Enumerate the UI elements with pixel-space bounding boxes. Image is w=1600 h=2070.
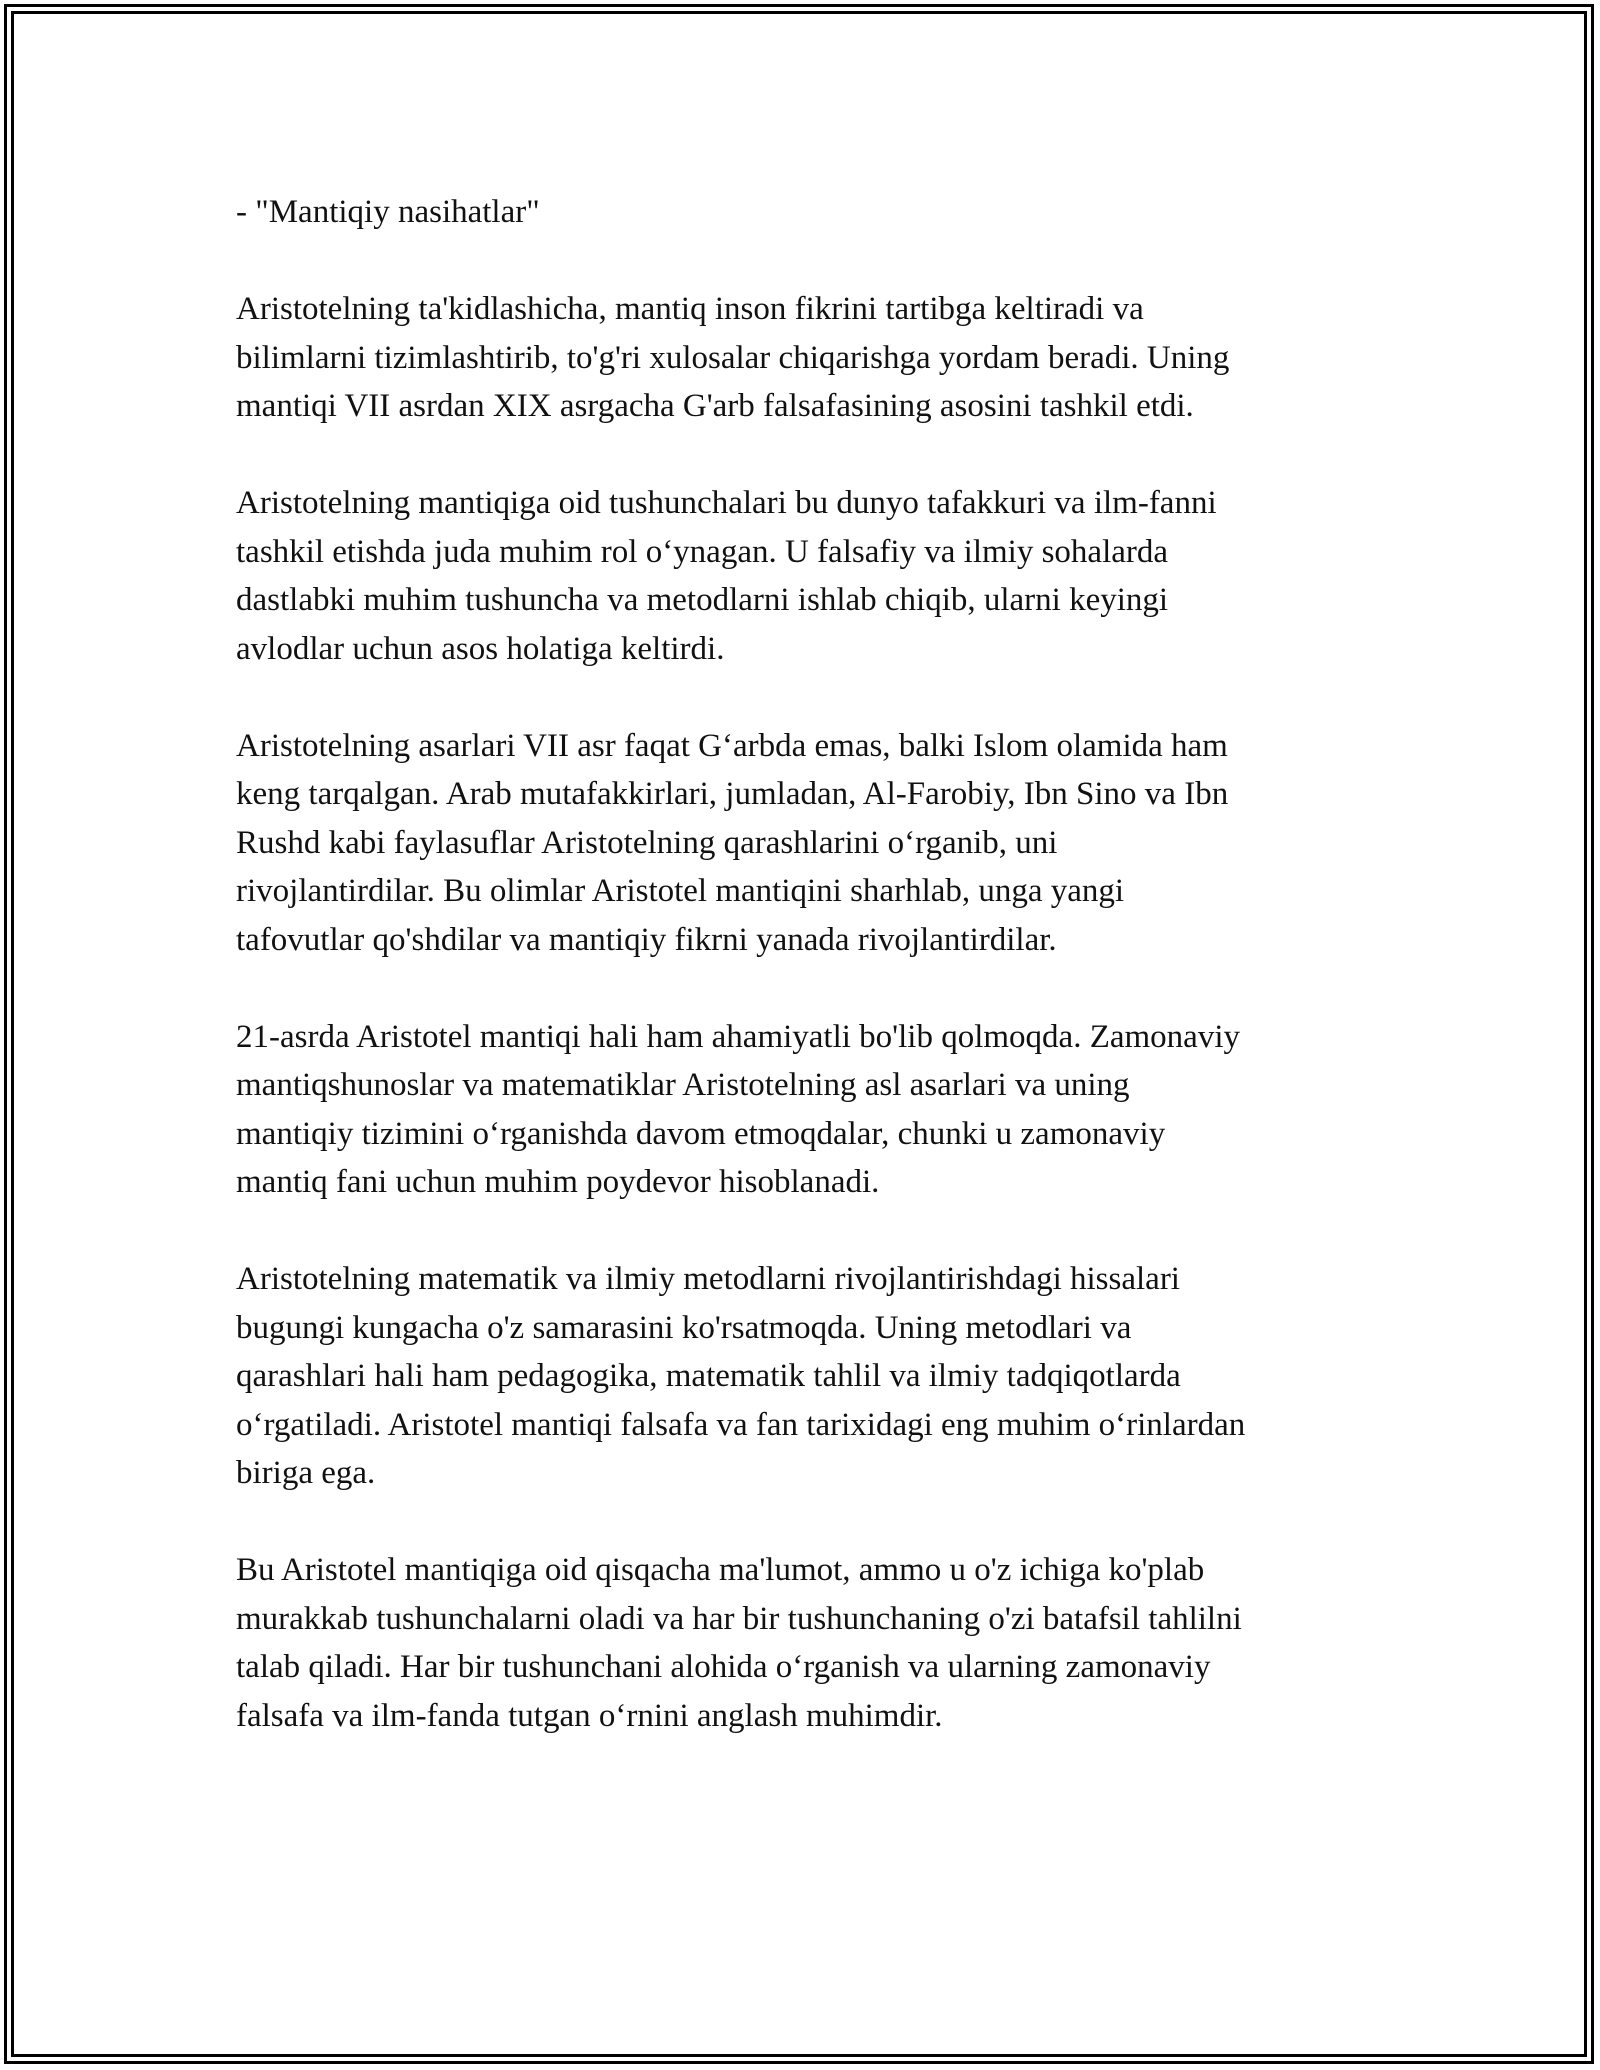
paragraph-line: Rushd kabi faylasuflar Aristotelning qarashlarini o‘rganib, uni bbox=[236, 824, 1058, 861]
document-heading bbox=[236, 188, 1386, 237]
paragraph-line: Aristotelning asarlari VII asr faqat G‘arbda emas, balki Islom olamida ham bbox=[236, 727, 1228, 764]
paragraph-line: o‘rgatiladi. Aristotel mantiqi falsafa va fan tarixidagi eng muhim o‘rinlardan bbox=[236, 1406, 1246, 1443]
paragraph-line: talab qiladi. Har bir tushunchani alohida o‘rganish va ularning zamonaviy bbox=[236, 1649, 1211, 1685]
paragraph-2 bbox=[236, 479, 1386, 673]
paragraph-line: rivojlantirdilar. Bu olimlar Aristotel mantiqini sharhlab, unga yangi bbox=[236, 873, 1125, 909]
paragraph-5 bbox=[236, 1255, 1386, 1498]
paragraph-3 bbox=[236, 722, 1386, 965]
paragraph-line: biriga ega. bbox=[236, 1455, 376, 1491]
paragraph-line: mantiqiy tizimini o‘rganishda davom etmoqdalar, chunki u zamonaviy bbox=[236, 1115, 1166, 1152]
heading-line: - "Mantiqiy nasihatlar" bbox=[236, 194, 540, 230]
paragraph-line: falsafa va ilm-fanda tutgan o‘rnini anglash muhimdir. bbox=[236, 1697, 943, 1734]
paragraph-line: mantiqshunoslar va matematiklar Aristotelning asl asarlari va uning bbox=[236, 1067, 1130, 1103]
paragraph-line: Aristotelning ta'kidlashicha, mantiq inson fikrini tartibga keltiradi va bbox=[236, 291, 1144, 327]
paragraph-line: tashkil etishda juda muhim rol o‘ynagan. U falsafiy va ilmiy sohalarda bbox=[236, 533, 1169, 570]
paragraph-1 bbox=[236, 285, 1386, 431]
paragraph-line: 21-asrda Aristotel mantiqi hali ham ahamiyatli bo'lib qolmoqda. Zamonaviy bbox=[236, 1018, 1240, 1055]
paragraph-line: dastlabki muhim tushuncha va metodlarni ishlab chiqib, ularni keyingi bbox=[236, 582, 1169, 618]
paragraph-line: mantiq fani uchun muhim poydevor hisoblanadi. bbox=[236, 1164, 880, 1200]
document-body bbox=[236, 188, 1386, 1789]
paragraph-line: murakkab tushunchalarni oladi va har bir tushunchaning o'zi batafsil tahlilni bbox=[236, 1600, 1242, 1637]
paragraph-line: mantiqi VII asrdan XIX asrgacha G'arb falsafasining asosini tashkil etdi. bbox=[236, 388, 1194, 424]
paragraph-line: qarashlari hali ham pedagogika, matematik tahlil va ilmiy tadqiqotlarda bbox=[236, 1358, 1181, 1394]
paragraph-6 bbox=[236, 1546, 1386, 1740]
paragraph-line: tafovutlar qo'shdilar va mantiqiy fikrni yanada rivojlantirdilar. bbox=[236, 921, 1057, 958]
paragraph-line: Aristotelning mantiqiga oid tushunchalari bu dunyo tafakkuri va ilm-fanni bbox=[236, 485, 1217, 521]
paragraph-line: Aristotelning matematik va ilmiy metodlarni rivojlantirishdagi hissalari bbox=[236, 1261, 1180, 1297]
paragraph-4 bbox=[236, 1013, 1386, 1207]
paragraph-line: bilimlarni tizimlashtirib, to'g'ri xulosalar chiqarishga yordam beradi. Uning bbox=[236, 339, 1230, 376]
paragraph-line: bugungi kungacha o'z samarasini ko'rsatmoqda. Uning metodlari va bbox=[236, 1309, 1132, 1346]
paragraph-line: Bu Aristotel mantiqiga oid qisqacha ma'lumot, ammo u o'z ichiga ko'plab bbox=[236, 1552, 1205, 1588]
paragraph-line: avlodlar uchun asos holatiga keltirdi. bbox=[236, 630, 725, 667]
paragraph-line: keng tarqalgan. Arab mutafakkirlari, jumladan, Al-Farobiy, Ibn Sino va Ibn bbox=[236, 776, 1229, 812]
